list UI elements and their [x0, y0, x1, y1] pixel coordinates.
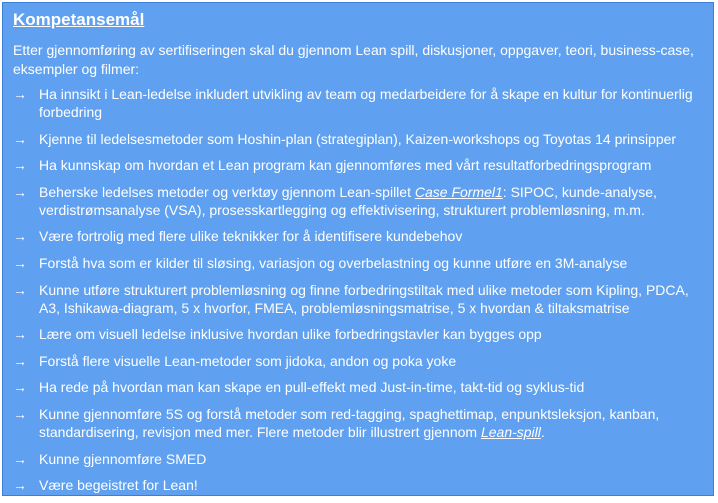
game-link[interactable]: Lean-spill — [480, 423, 541, 440]
right-arrow-icon: → — [13, 477, 27, 494]
list-item — [13, 405, 703, 441]
right-arrow-icon: → — [13, 281, 27, 298]
list-item — [13, 227, 703, 245]
game-link[interactable]: Case Formel1 — [414, 183, 503, 200]
right-arrow-icon: → — [13, 352, 27, 369]
list-item — [13, 156, 703, 174]
right-arrow-icon: → — [13, 379, 27, 396]
list-item — [13, 254, 703, 272]
list-item — [13, 183, 703, 219]
right-arrow-icon: → — [13, 157, 27, 174]
list-item — [13, 378, 703, 396]
list-item-text — [39, 184, 657, 218]
right-arrow-icon: → — [13, 326, 27, 343]
list-item-text: Lære om visuell ledelse inklusive hvordan ulike forbedringstavler kan bygges opp — [39, 326, 542, 343]
right-arrow-icon: → — [13, 130, 27, 147]
list-item-text-start: Kunne gjennomføre 5S og forstå metoder som red-tagging, spaghettimap, enpunktsleksjon, kanban, standardisering, revisjon med mer. Flere metoder blir illustrert gjennom — [39, 405, 660, 440]
list-item-text: Være fortrolig med flere ulike teknikker for å identifisere kundebehov — [39, 228, 463, 245]
list-item-text: Kunne gjennomføre SMED — [39, 450, 207, 467]
list-item — [13, 450, 703, 468]
list-item — [13, 85, 703, 121]
list-item — [13, 281, 703, 317]
list-item-text: Ha rede på hvordan man kan skape en pull-effekt med Just-in-time, takt-tid og syklus-tid — [39, 379, 585, 396]
list-item — [13, 325, 703, 343]
right-arrow-icon: → — [13, 254, 27, 271]
list-item-text — [39, 406, 659, 440]
list-item-text-end: . — [540, 423, 545, 440]
list-item-text-start: Beherske ledelses metoder og verktøy gjennom Lean-spillet — [39, 183, 415, 200]
list-item — [13, 352, 703, 370]
list-item-text: Kunne utføre strukturert problemløsning og finne forbedringstiltak med ulike metoder som Kipling, PDCA, A3, Ishikawa-diagram, 5 x hvorfor, FMEA, problemløsningsmatrise, 5 x hvordan & tiltaksmatrise — [39, 281, 689, 316]
panel-title: Kompetansemål — [13, 10, 145, 29]
right-arrow-icon: → — [13, 450, 27, 467]
list-item-text: Ha innsikt i Lean-ledelse inkludert utvikling av team og medarbeidere for å skape en kultur for kontinuerlig forbedring — [39, 86, 693, 120]
list-item-text: Være begeistret for Lean! — [39, 477, 198, 494]
list-item-text: Kjenne til ledelsesmetoder som Hoshin-plan (strategiplan), Kaizen-workshops og Toyotas 14 prinsipper — [39, 130, 677, 147]
goals-list — [13, 85, 703, 503]
right-arrow-icon: → — [13, 405, 27, 422]
right-arrow-icon: → — [13, 86, 27, 102]
list-item-text-end: : SIPOC, kunde-analyse, verdistrømsanalyse (VSA), prosesskartlegging og effektivisering, strukturert problemløsning, m.m. — [39, 183, 657, 218]
list-item — [13, 130, 703, 148]
list-item-text: Forstå flere visuelle Lean-metoder som jidoka, andon og poka yoke — [39, 352, 457, 369]
competence-goals-panel — [2, 2, 714, 496]
intro-text: Etter gjennomføring av sertifiseringen skal du gjennom Lean spill, diskusjoner, oppgaver, teori, business-case, eksempler og filmer: — [13, 42, 694, 77]
right-arrow-icon: → — [13, 183, 27, 200]
list-item — [13, 476, 703, 494]
list-item-text: Forstå hva som er kilder til sløsing, variasjon og overbelastning og kunne utføre en 3M-analyse — [39, 254, 628, 271]
right-arrow-icon: → — [13, 228, 27, 245]
list-item-text: Ha kunnskap om hvordan et Lean program kan gjennomføres med vårt resultatforbedringsprogram — [39, 157, 652, 174]
